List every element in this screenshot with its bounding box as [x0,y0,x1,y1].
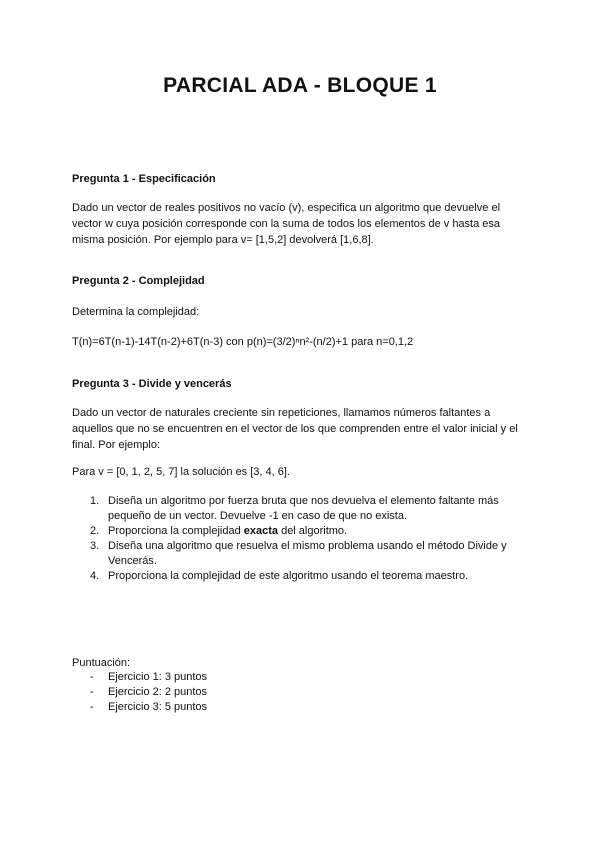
question-3-example: Para v = [0, 1, 2, 5, 7] la solución es [3, 4, 6]. [72,466,290,478]
bullet-dash: - [90,686,94,698]
bullet-dash: - [90,671,94,683]
question-1-heading: Pregunta 1 - Especificación [72,173,216,185]
list-item [72,685,532,700]
question-2-formula: T(n)=6T(n-1)-14T(n-2)+6T(n-3) con p(n)=(3/2)ⁿn²-(n/2)+1 para n=0,1,2 [72,336,414,348]
list-item-text: Ejercicio 2: 2 puntos [108,686,208,698]
list-item [72,700,532,715]
list-item [72,569,532,584]
list-item-text-suffix: del algoritmo. [278,525,348,537]
question-3-task-list [72,494,532,584]
list-item-text: Proporciona la complejidad de este algoritmo usando el teorema maestro. [108,570,469,582]
list-item-number: 2. [90,525,100,537]
list-item-text: Diseña un algoritmo por fuerza bruta que nos devuelva el elemento faltante más pequeño de un vector. Devuelve -1 en caso de que no exista. [108,495,499,522]
page-title: PARCIAL ADA - BLOQUE 1 [163,74,437,97]
list-item [72,670,532,685]
list-item-text: Diseña una algoritmo que resuelva el mismo problema usando el método Divide y Vencerás. [108,540,507,567]
scoring-heading: Puntuación: [72,657,131,669]
list-item-text: Ejercicio 3: 5 puntos [108,701,208,713]
question-2-heading: Pregunta 2 - Complejidad [72,275,205,287]
question-3-heading: Pregunta 3 - Divide y vencerás [72,378,232,390]
question-3-text: Dado un vector de naturales creciente sin repeticiones, llamamos números faltantes a aquellos que no se encuentren en el vector de los que comprenden entre el valor inicial y el final. Por ejemplo: [72,407,518,451]
scoring-list [72,670,532,715]
list-item-number: 1. [90,495,100,507]
list-item-number: 3. [90,540,100,552]
list-item [72,524,532,539]
list-item [72,494,532,524]
list-item-emphasis: exacta [243,525,279,537]
list-item-text-prefix: Proporciona la complejidad [108,525,244,537]
question-1-text: Dado un vector de reales positivos no vacío (v), especifica un algoritmo que devuelve el vector w cuya posición corresponde con la suma de todos los elementos de v hasta esa misma posición. Por ejemplo para v= [1,5,2] devolverá [1,6,8]. [72,202,501,246]
bullet-dash: - [90,701,94,713]
question-2-intro: Determina la complejidad: [72,306,200,318]
list-item-number: 4. [90,570,100,582]
list-item-text: Ejercicio 1: 3 puntos [108,671,208,683]
list-item [72,539,532,569]
